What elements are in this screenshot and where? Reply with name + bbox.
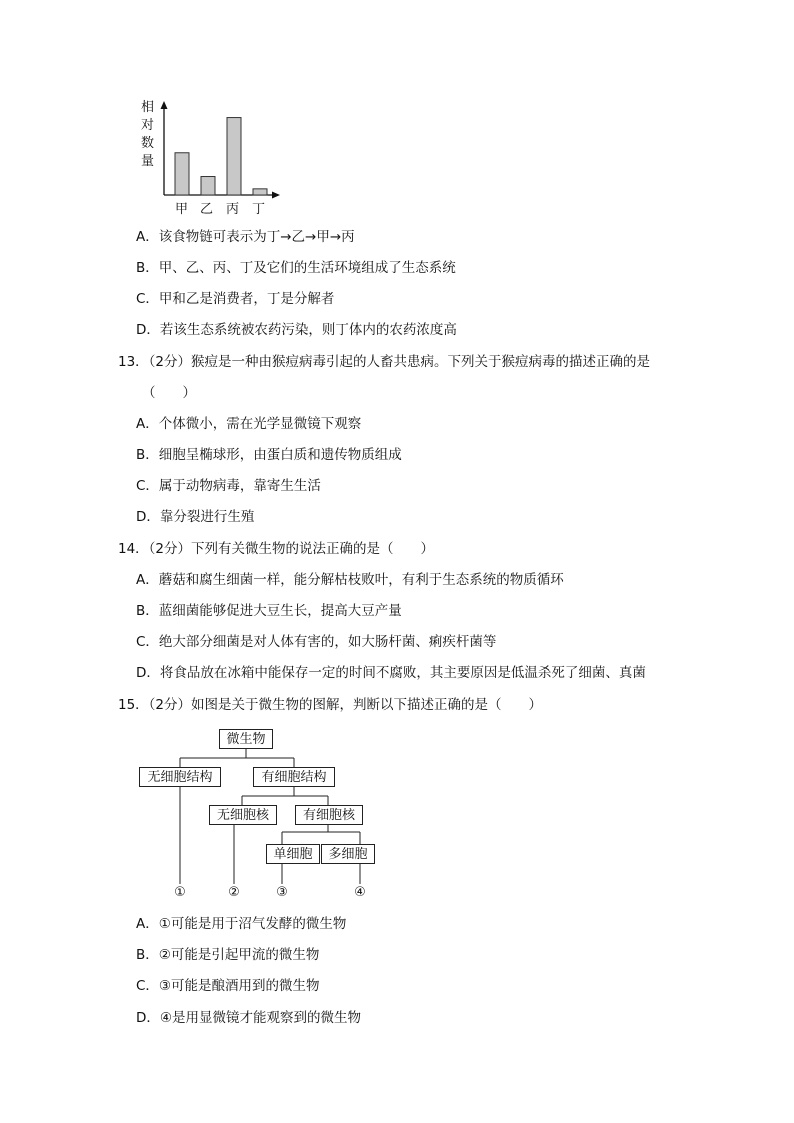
q15-option-c: C．③可能是酿酒用到的微生物 bbox=[136, 978, 320, 994]
x-tick-label: 丙 bbox=[226, 202, 240, 217]
x-tick-label: 乙 bbox=[200, 202, 214, 217]
node-single-cell: 单细胞 bbox=[266, 844, 320, 864]
node-has-cell-structure: 有细胞结构 bbox=[253, 767, 335, 787]
x-tick-label: 丁 bbox=[252, 202, 266, 217]
q14-option-c: C．绝大部分细菌是对人体有害的，如大肠杆菌、痢疾杆菌等 bbox=[136, 634, 497, 650]
y-axis-label-3: 数 bbox=[141, 136, 155, 151]
q13-option-a: A．个体微小，需在光学显微镜下观察 bbox=[136, 416, 362, 432]
leaf-label-2: ② bbox=[228, 885, 240, 900]
q15-option-d: D．④是用显微镜才能观察到的微生物 bbox=[136, 1010, 361, 1026]
q12-option-d: D．若该生态系统被农药污染，则丁体内的农药浓度高 bbox=[136, 322, 457, 338]
node-microorganism: 微生物 bbox=[219, 729, 273, 749]
q14-option-d: D．将食品放在冰箱中能保存一定的时间不腐败，其主要原因是低温杀死了细菌、真菌 bbox=[136, 665, 646, 681]
q15-option-a: A．①可能是用于沼气发酵的微生物 bbox=[136, 916, 347, 932]
q12-option-a: A．该食物链可表示为丁→乙→甲→丙 bbox=[136, 229, 355, 245]
node-has-nucleus: 有细胞核 bbox=[295, 805, 363, 825]
q14-stem: 14．（2分）下列有关微生物的说法正确的是（ ） bbox=[118, 541, 435, 557]
q13-option-d: D．靠分裂进行生殖 bbox=[136, 509, 255, 525]
q14-option-a: A．蘑菇和腐生细菌一样，能分解枯枝败叶，有利于生态系统的物质循环 bbox=[136, 572, 564, 588]
q15-option-b: B．②可能是引起甲流的微生物 bbox=[136, 947, 320, 963]
q13-stem-cont: （ ） bbox=[142, 385, 196, 401]
leaf-label-3: ③ bbox=[276, 885, 288, 900]
y-axis-label-2: 对 bbox=[141, 118, 155, 133]
q15-stem: 15．（2分）如图是关于微生物的图解，判断以下描述正确的是（ ） bbox=[118, 697, 543, 713]
leaf-label-1: ① bbox=[174, 885, 186, 900]
q13-option-c: C．属于动物病毒，靠寄生生活 bbox=[136, 478, 321, 494]
q12-option-c: C．甲和乙是消费者，丁是分解者 bbox=[136, 291, 335, 307]
q14-option-b: B．蓝细菌能够促进大豆生长，提高大豆产量 bbox=[136, 603, 402, 619]
node-no-cell-structure: 无细胞结构 bbox=[139, 767, 221, 787]
leaf-label-4: ④ bbox=[354, 885, 366, 900]
y-axis-label-1: 相 bbox=[141, 100, 155, 115]
q13-stem: 13．（2分）猴痘是一种由猴痘病毒引起的人畜共患病。下列关于猴痘病毒的描述正确的是 bbox=[118, 354, 651, 370]
q13-option-b: B．细胞呈椭球形，由蛋白质和遗传物质组成 bbox=[136, 447, 402, 463]
q12-option-b: B．甲、乙、丙、丁及它们的生活环境组成了生态系统 bbox=[136, 260, 456, 276]
y-axis-label-4: 量 bbox=[141, 154, 155, 169]
node-multi-cell: 多细胞 bbox=[321, 844, 375, 864]
x-tick-label: 甲 bbox=[175, 202, 189, 217]
node-no-nucleus: 无细胞核 bbox=[209, 805, 277, 825]
